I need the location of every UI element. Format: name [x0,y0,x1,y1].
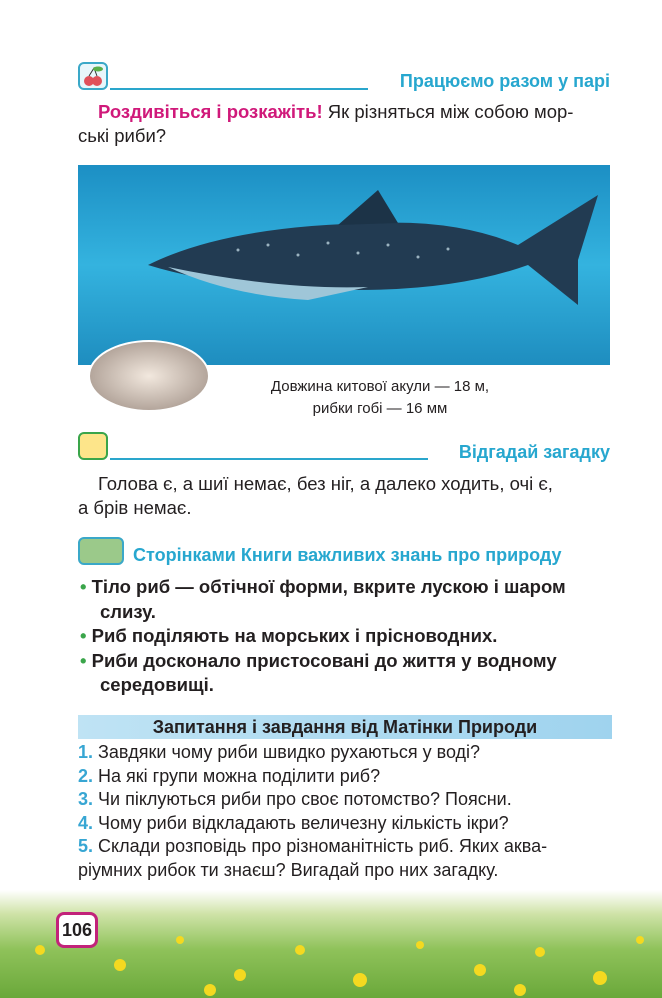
text-line: Голова є, а шиї немає, без ніг, а далеко ходить, очі є, [98,473,553,494]
question-item: 2. На які групи можна поділити риб? [78,765,381,786]
question-item: 4. Чому риби відкладають величезну кількість ікри? [78,812,509,833]
whale-shark-photo [78,165,610,365]
list-item: • Риб поділяють на морських і прісноводних. [80,625,498,646]
question-item: 3. Чи піклуються риби про своє потомство? Поясни. [78,789,512,809]
questions-list [78,741,612,882]
text-line: ські риби? [78,125,167,146]
lead-phrase: Роздивіться і розкажіть! [98,101,323,122]
section-title-riddle: Відгадай загадку [458,442,610,462]
section-title-knowledge: Сторінками Книги важливих знань про природу [133,545,562,565]
riddle-icon [78,432,108,460]
grass-meadow-background [0,890,662,998]
goby-fish-inset-photo [88,340,210,412]
section-title-pair-work: Працюємо разом у парі [399,71,610,91]
caption-line: Довжина китової акули — 18 м, [270,378,490,395]
dandelion-flowers [0,890,662,998]
knowledge-list [80,575,620,698]
photo-caption [230,376,530,420]
whale-shark-illustration [78,165,610,365]
page-number: 106 [56,912,98,948]
book-icon [78,537,124,565]
question-item: 5. Склади розповідь про різноманітність риб. Яких аква- ріумних рибок ти знаєш? Вигадай про них загадку. [78,836,548,880]
heading-rule [110,88,368,90]
text-line: а брів немає. [78,497,192,518]
questions-header: Запитання і завдання від Матінки Природи [78,715,612,739]
list-item: • Риби досконало пристосовані до життя у водному середовищі. [80,649,557,695]
caption-line: рибки гобі — 16 мм [312,400,448,417]
heading-rule [110,458,428,460]
pair-work-text [78,100,610,148]
question-item: 1. Завдяки чому риби швидко рухаються у воді? [78,742,481,762]
riddle-text [78,472,610,520]
cherry-icon [78,62,108,90]
text-line: Як різняться між собою мор- [322,101,574,122]
list-item: • Тіло риб — обтічної форми, вкрите лускою і шаром слизу. [80,576,566,622]
